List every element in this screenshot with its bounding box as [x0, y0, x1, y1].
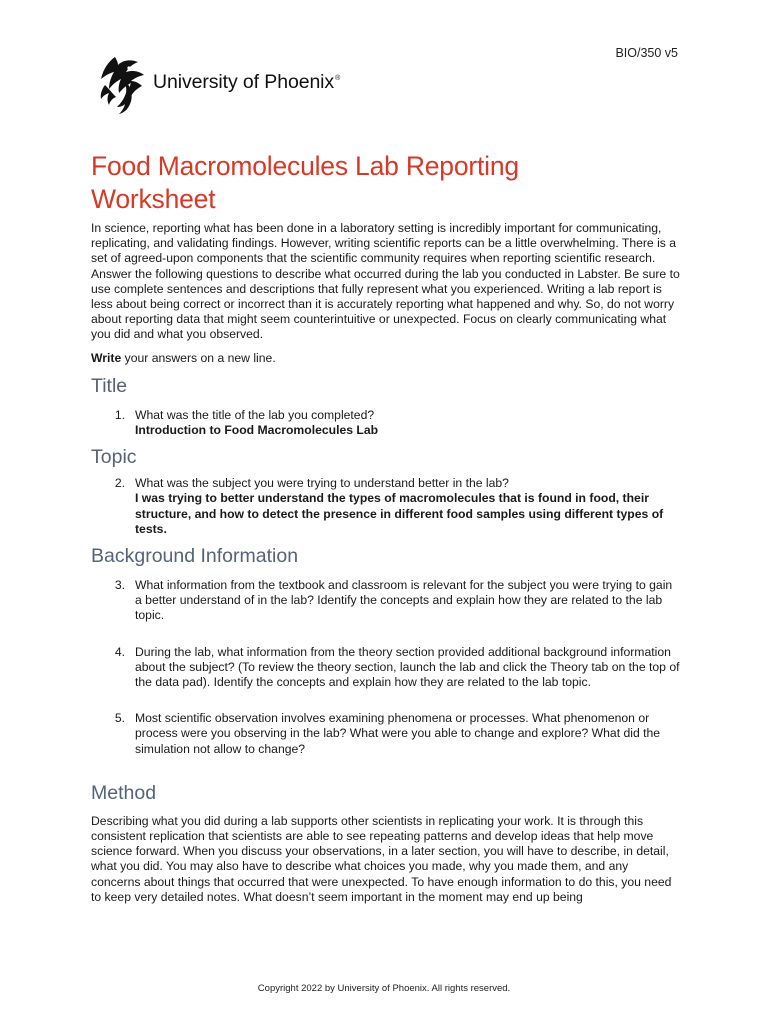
section-heading-topic: Topic [91, 446, 137, 469]
section-heading-method: Method [91, 781, 157, 804]
question-item [91, 408, 680, 438]
answer-text: I was trying to better understand the types of macromolecules that is found in food, their structure, and how to detect the presence in different food samples using different types of tests. [135, 491, 664, 536]
question-item [91, 578, 680, 624]
document-body [91, 150, 680, 905]
section-heading-background: Background Information [91, 545, 299, 568]
question-text: During the lab, what information from the theory section provided additional background information about the subject? (To review the theory section, launch the lab and click the Theory tab on the top of the data pad). Identify the concepts and explain how they are related to the lab topic. [135, 644, 680, 690]
question-number: 3. [114, 578, 125, 593]
question-number: 4. [114, 644, 125, 659]
answer-text: Introduction to Food Macromolecules Lab [135, 423, 379, 438]
logo-text: University of Phoenix® [153, 70, 341, 93]
question-item [91, 645, 680, 691]
method-paragraph: Describing what you did during a lab supports other scientists in replicating your work. It is through this consistent replication that scientists are able to see repeating patterns and develop ideas that help move science forward. When you discuss your observations, in a later section, you will have to describe, in detail, what you did. You may also have to describe what choices you made, why you made them, and any concerns about things that occurred that were unexpected. To have enough information to do this, you need to keep very detailed notes. What doesn’t seem important in the moment may end up being [91, 813, 672, 904]
question-text: What was the subject you were trying to understand better in the lab? [135, 476, 509, 491]
question-item [91, 476, 680, 537]
copyright-footer: Copyright 2022 by University of Phoenix. All rights reserved. [257, 983, 511, 994]
question-text: What was the title of the lab you completed? [135, 407, 375, 422]
question-text: What information from the textbook and classroom is relevant for the subject you were trying to gain a better understand of in the lab? Identify the concepts and explain how they are related to the lab topic. [135, 578, 673, 623]
instruction-line: Write your answers on a new line. [91, 350, 276, 365]
university-logo [91, 55, 340, 117]
question-item [91, 711, 680, 757]
intro-paragraph: In science, reporting what has been done in a laboratory setting is incredibly important for communicating, replicating, and validating findings. However, writing scientific reports can be a little overwhelming. There is a set of agreed-upon components that the scientific community requires when reporting scientific research. Answer the following questions to describe what occurred during the lab you conducted in Labster. Be sure to use complete sentences and descriptions that fully represent what you experienced. Writing a lab report is less about being correct or incorrect than it is accurately reporting what happened and why. So, do not worry about reporting data that might seem counterintuitive or unexpected. Focus on clearly communicating what you did and what you observed. [91, 221, 680, 342]
phoenix-bird-icon [91, 55, 149, 117]
section-heading-title: Title [91, 374, 128, 397]
question-number: 5. [114, 711, 125, 726]
course-code: BIO/350 v5 [615, 46, 678, 60]
question-number: 2. [114, 476, 125, 491]
question-text: Most scientific observation involves examining phenomena or processes. What phenomenon or process were you observing in the lab? What were you able to change and explore? What did the simulation not allow to change? [135, 711, 661, 756]
document-title: Food Macromolecules Lab Reporting Worksheet [91, 151, 519, 214]
registered-mark: ® [335, 74, 341, 82]
question-number: 1. [114, 407, 125, 422]
